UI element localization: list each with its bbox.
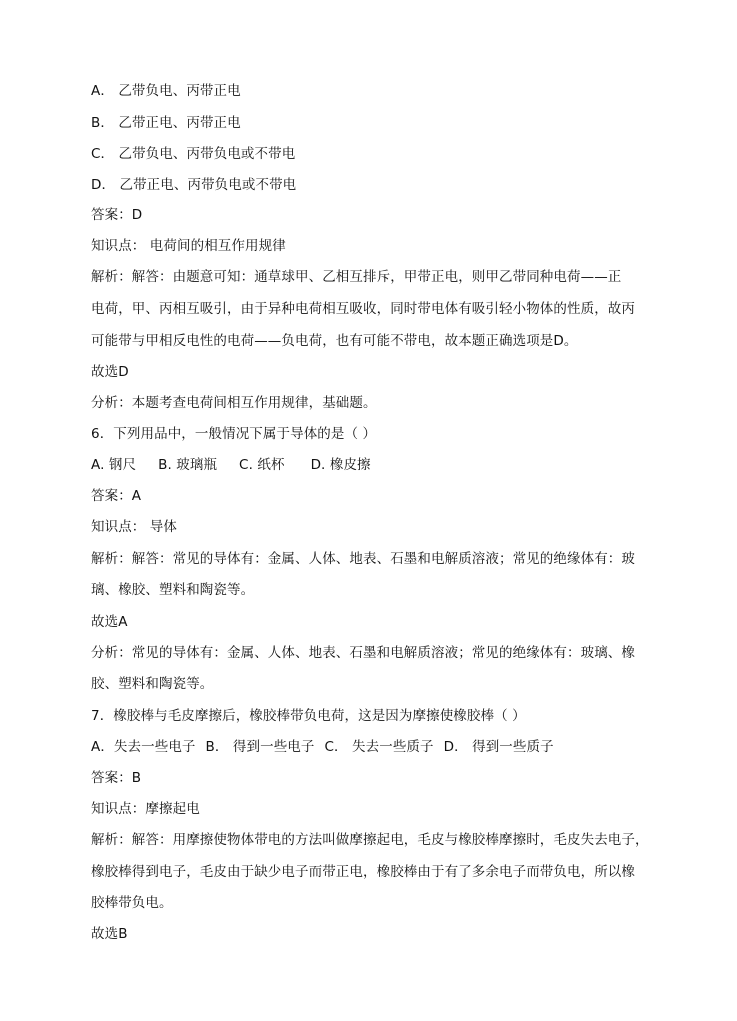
q6-answer: 答案：A [91, 488, 142, 504]
q6-analysis-line: 璃、橡胶、塑料和陶瓷等。 [91, 582, 255, 598]
q7-analysis-line: 橡胶棒得到电子，毛皮由于缺少电子而带正电，橡胶棒由于有了多余电子而带负电，所以橡 [91, 864, 635, 880]
q5-summary: 分析：本题考查电荷间相互作用规律，基础题。 [91, 395, 377, 411]
q5-analysis-line: 解析：解答：由题意可知：通草球甲、乙相互排斥，甲带正电，则甲乙带同种电荷——正 [91, 269, 622, 285]
q7-option-b: B． 得到一些电子 [205, 739, 315, 755]
q6-option-a: A. 钢尺 [91, 457, 137, 473]
q6-analysis-line: 解析：解答：常见的导体有：金属、人体、地表、石墨和电解质溶液；常见的绝缘体有：玻 [91, 551, 635, 567]
q6-knowledge: 知识点： 导体 [91, 519, 177, 535]
q5-choice: 故选D [91, 364, 129, 380]
q7-option-a: A．失去一些电子 [91, 739, 196, 755]
q7-choice: 故选B [91, 926, 128, 942]
q7-knowledge: 知识点：摩擦起电 [91, 801, 200, 817]
q6-option-d: D. 橡皮擦 [310, 457, 371, 473]
q7-answer: 答案：B [91, 770, 142, 786]
q6-summary-line: 胶、塑料和陶瓷等。 [91, 676, 214, 692]
q7-question: 7．橡胶棒与毛皮摩擦后，橡胶棒带负电荷，这是因为摩擦使橡胶棒（ ） [91, 708, 526, 724]
q6-option-b: B. 玻璃瓶 [158, 457, 218, 473]
q5-option-a: A． 乙带负电、丙带正电 [91, 83, 241, 99]
q5-option-b: B． 乙带正电、丙带正电 [91, 115, 241, 131]
q6-option-c: C. 纸杯 [239, 457, 285, 473]
q5-knowledge: 知识点： 电荷间的相互作用规律 [91, 238, 286, 254]
q7-analysis-line: 胶棒带负电。 [91, 895, 173, 911]
q5-analysis-line: 可能带与甲相反电性的电荷——负电荷，也有可能不带电，故本题正确选项是D。 [91, 333, 578, 349]
q5-option-c: C． 乙带负电、丙带负电或不带电 [91, 146, 296, 162]
q7-option-c: C． 失去一些质子 [324, 739, 434, 755]
q7-analysis-line: 解析：解答：用摩擦使物体带电的方法叫做摩擦起电，毛皮与橡胶棒摩擦时，毛皮失去电子， [91, 832, 649, 848]
q5-answer: 答案：D [91, 207, 143, 223]
q7-option-d: D． 得到一些质子 [443, 739, 554, 755]
q5-analysis-line: 电荷，甲、丙相互吸引，由于异种电荷相互吸收，同时带电体有吸引轻小物体的性质，故丙 [91, 301, 635, 317]
q6-choice: 故选A [91, 614, 128, 630]
q6-question: 6．下列用品中，一般情况下属于导体的是（ ） [91, 426, 377, 442]
q6-summary-line: 分析：常见的导体有：金属、人体、地表、石墨和电解质溶液；常见的绝缘体有：玻璃、橡 [91, 645, 635, 661]
q5-option-d: D． 乙带正电、丙带负电或不带电 [91, 177, 297, 193]
q7-options [91, 737, 697, 757]
q6-options [91, 455, 697, 475]
